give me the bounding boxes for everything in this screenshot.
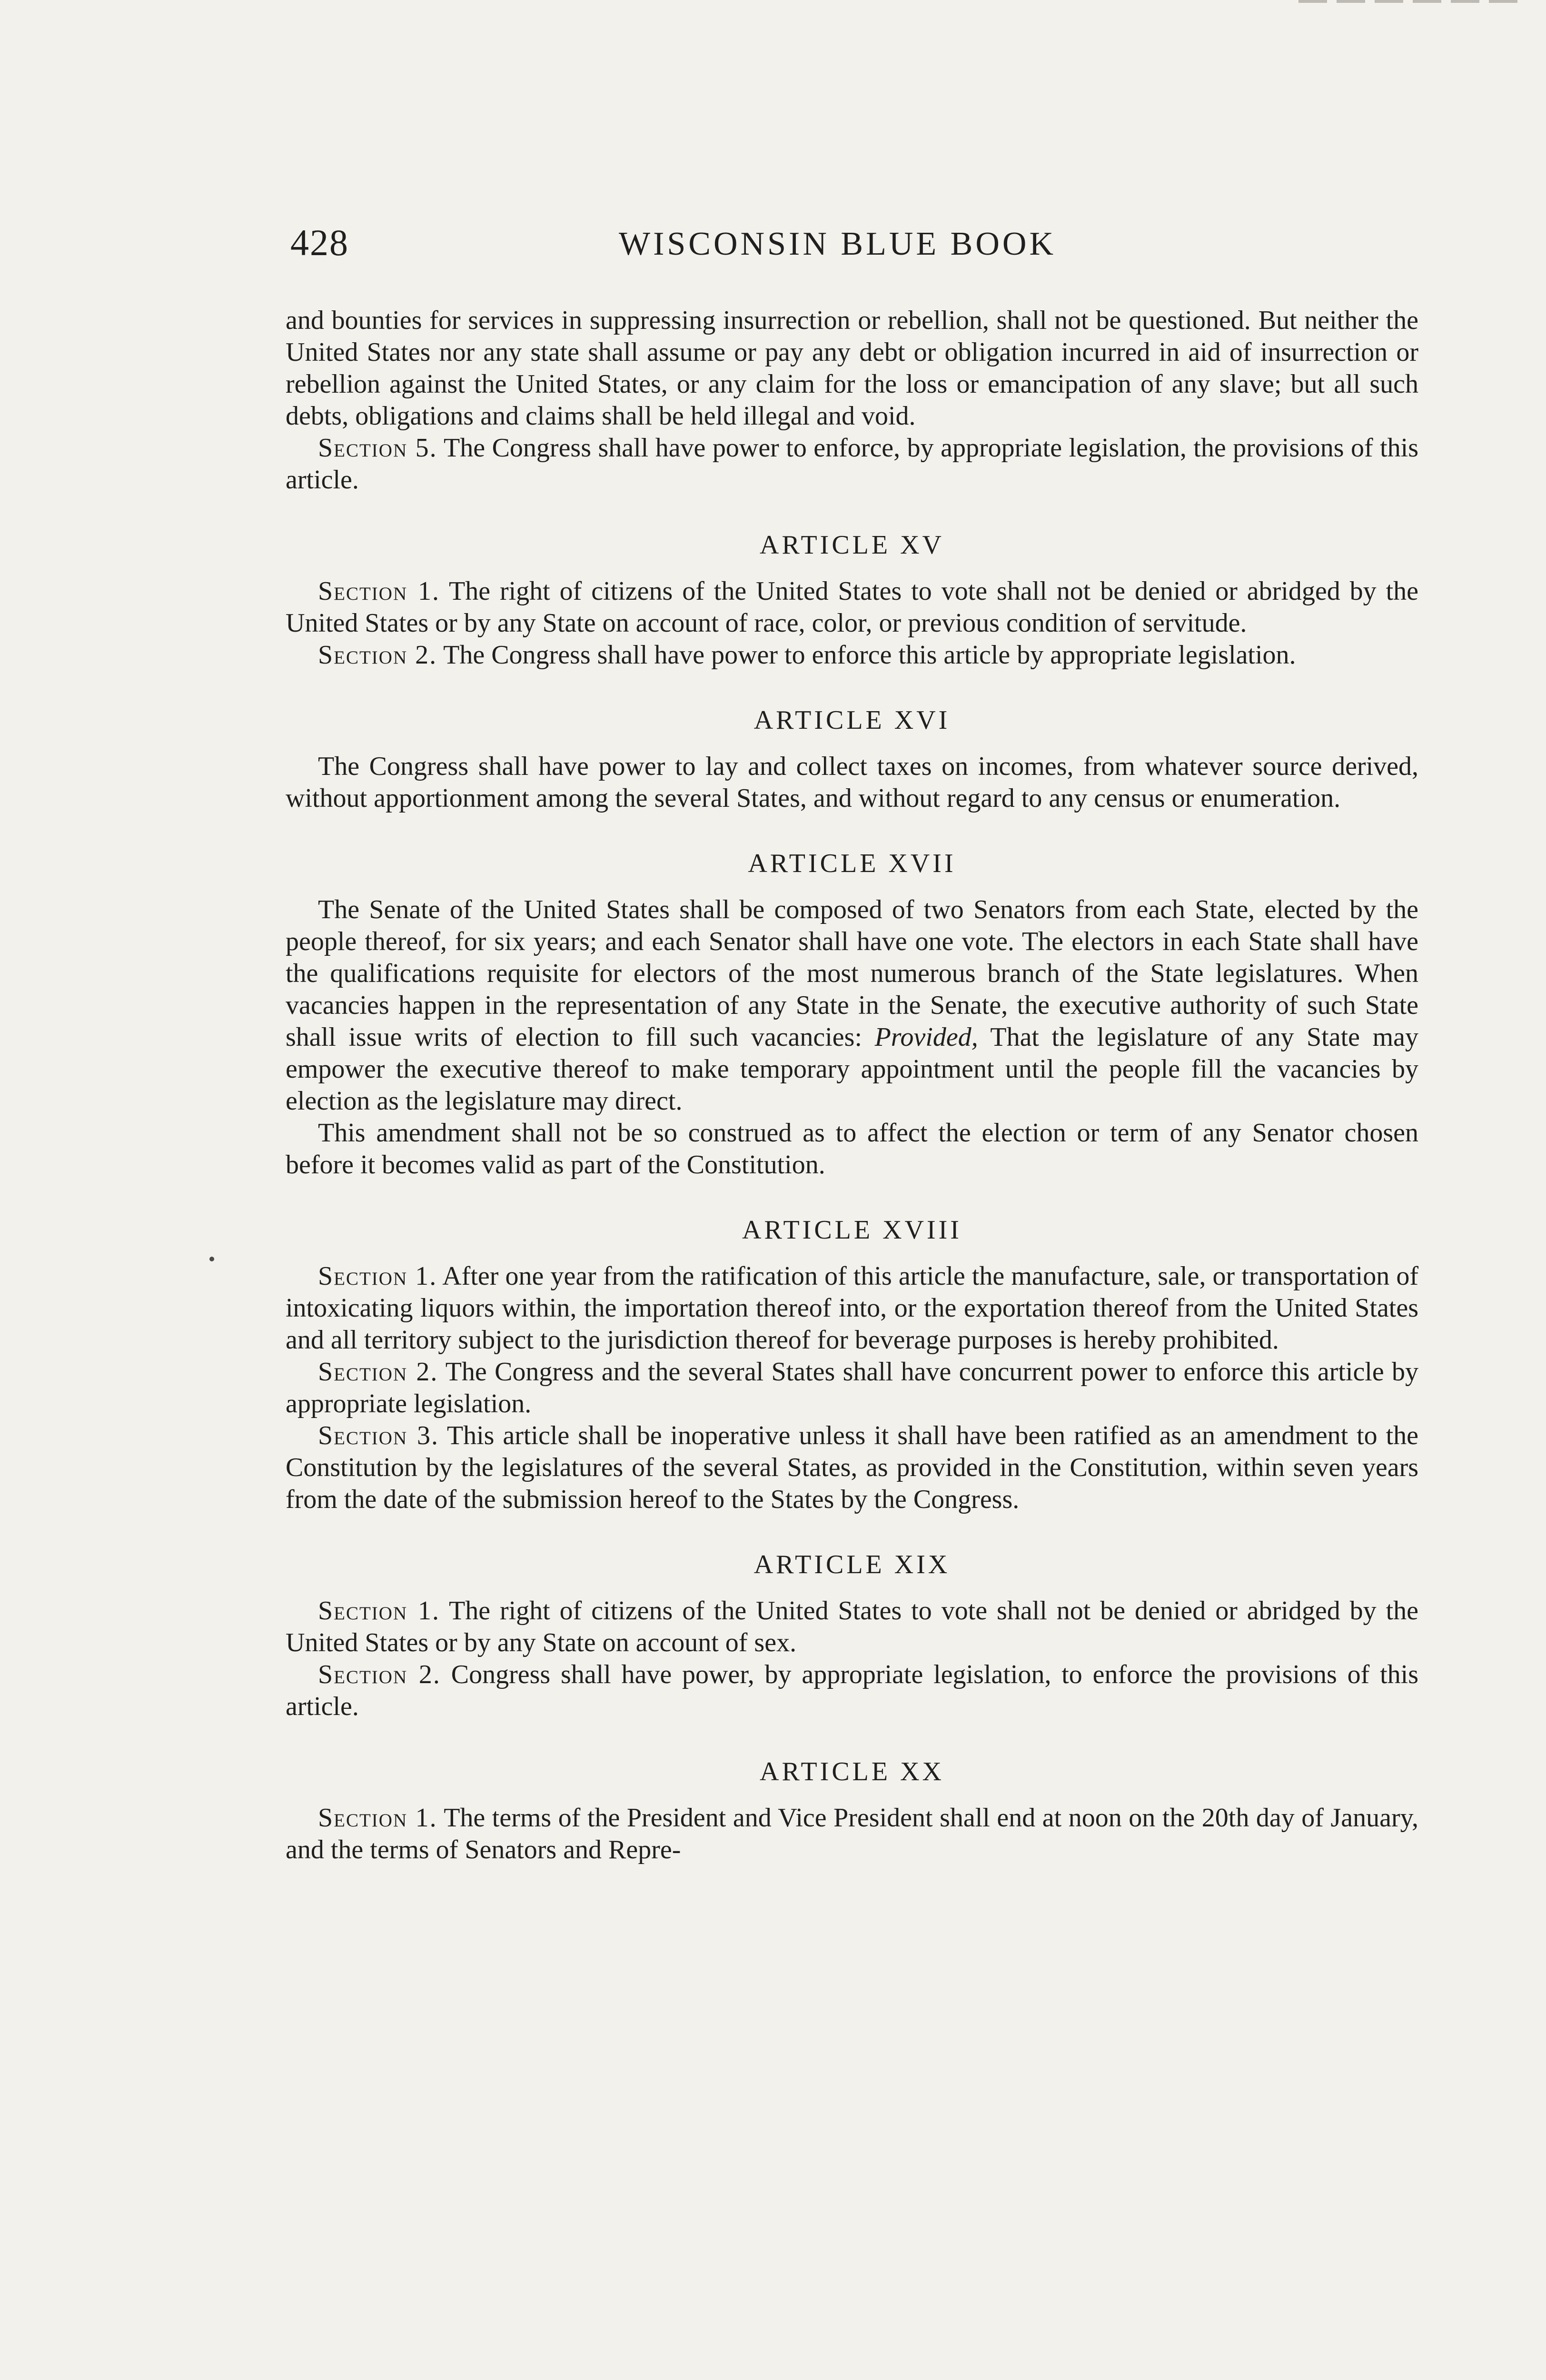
page-header xyxy=(286,221,1418,278)
paragraph-text-continued: That the legislature of any State may empower the executive thereof to make temporary appointment until the people fill the vacancies by election as the legislature may direct. xyxy=(286,1022,1418,1116)
section-label: Section 1. xyxy=(318,576,440,606)
section-label: Section 2. xyxy=(318,1660,441,1689)
article-19-section-2 xyxy=(286,1659,1418,1723)
section-label: Section 3. xyxy=(318,1421,439,1450)
section-label: Section 1. xyxy=(318,1596,440,1626)
running-head: WISCONSIN BLUE BOOK xyxy=(619,226,1056,262)
article-15-section-1 xyxy=(286,575,1418,639)
article-18-section-1 xyxy=(286,1260,1418,1356)
article-20-section-1 xyxy=(286,1802,1418,1866)
section-text: After one year from the ratification of this article the manufacture, sale, or transportation of intoxicating liquors within, the importation thereof into, or the exportation thereof from the United States and all territory subject to the jurisdiction thereof for beverage purposes is hereby prohibited. xyxy=(286,1261,1418,1355)
provided-term: Provided, xyxy=(874,1022,978,1052)
article-17-paragraph-1 xyxy=(286,894,1418,1117)
paragraph-text: The Senate of the United States shall be composed of two Senators from each State, elected by the people thereof, for six years; and each Senator shall have one vote. The electors in each State shall have the qualifications requisite for electors of the most numerous branch of the State legislatures. When vacancies happen in the representation of any State in the Senate, the executive authority of such State shall issue writs of election to fill such vacancies: xyxy=(286,895,1418,1052)
article-15-section-2 xyxy=(286,639,1418,671)
section-text: The Congress shall have power to enforce, by appropriate legislation, the provisions of this article. xyxy=(286,433,1418,495)
article-xx-heading: ARTICLE XX xyxy=(760,1757,944,1786)
article-xvii-heading: ARTICLE XVII xyxy=(748,849,956,878)
article-16-text: The Congress shall have power to lay and collect taxes on incomes, from whatever source derived, without apportionment among the several States, and without regard to any census or enumeration. xyxy=(286,752,1418,813)
section-text: The Congress and the several States shall have concurrent power to enforce this article by appropriate legislation. xyxy=(286,1357,1419,1418)
article-19-section-1 xyxy=(286,1595,1418,1659)
page-body xyxy=(286,305,1418,1866)
section-text: The terms of the President and Vice President shall end at noon on the 20th day of January, and the terms of Senators and Repre- xyxy=(286,1803,1418,1864)
article-18-section-2 xyxy=(286,1356,1418,1420)
article-xv-heading: ARTICLE XV xyxy=(760,530,944,560)
section-text: The Congress shall have power to enforce this article by appropriate legislation. xyxy=(443,640,1296,670)
continuation-paragraph: and bounties for services in suppressing insurrection or rebellion, shall not be questioned. But neither the United States nor any state shall assume or pay any debt or obligation incurred in aid of insurrection or rebellion against the United States, or any claim for the loss or emancipation of any slave; but all such debts, obligations and claims shall be held illegal and void. xyxy=(286,306,1418,431)
section-label: Section 2. xyxy=(318,640,437,670)
article-xix-heading: ARTICLE XIX xyxy=(753,1550,951,1579)
section-text: Congress shall have power, by appropriate legislation, to enforce the provisions of this article. xyxy=(286,1660,1418,1721)
section-label: Section 5. xyxy=(318,433,437,463)
article-14-section-5 xyxy=(286,432,1418,496)
section-label: Section 1. xyxy=(318,1261,437,1291)
article-xvi-heading: ARTICLE XVI xyxy=(753,705,951,735)
section-label: Section 1. xyxy=(318,1803,437,1833)
article-xviii-heading: ARTICLE XVIII xyxy=(742,1215,962,1245)
section-label: Section 2. xyxy=(318,1357,438,1387)
section-text: The right of citizens of the United States to vote shall not be denied or abridged by the United States or by any State on account of race, color, or previous condition of servitude. xyxy=(286,576,1418,638)
print-speck xyxy=(209,1257,214,1261)
page-number: 428 xyxy=(290,222,349,263)
article-17-paragraph-2: This amendment shall not be so construed as to affect the election or term of any Senator chosen before it becomes valid as part of the Constitution. xyxy=(286,1118,1418,1180)
section-text: This article shall be inoperative unless it shall have been ratified as an amendment to the Constitution by the legislatures of the several States, as provided in the Constitution, within seven years from the date of the submission hereof to the States by the Congress. xyxy=(286,1421,1418,1514)
article-18-section-3 xyxy=(286,1420,1418,1516)
top-edge-mark xyxy=(1298,0,1517,3)
section-text: The right of citizens of the United States to vote shall not be denied or abridged by the United States or by any State on account of sex. xyxy=(286,1596,1418,1657)
